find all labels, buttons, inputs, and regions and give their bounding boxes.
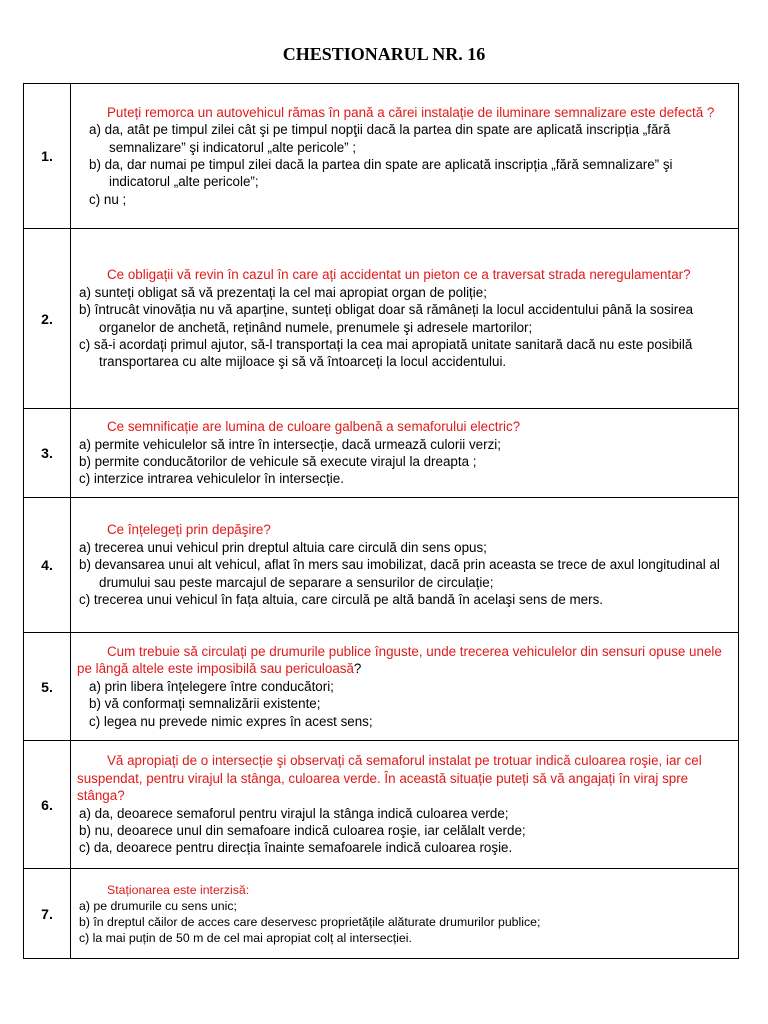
answer-option: b) nu, deoarece unul din semafoare indică culoarea roşie, iar celălalt verde; [79,822,526,838]
answer-option: c) legea nu prevede nimic expres în acest sens; [89,713,373,729]
answer-option: c) nu ; [89,191,127,207]
question-number: 7. [24,869,71,959]
question-number: 2. [24,229,71,409]
question-body [71,229,739,409]
question-body [71,633,739,741]
question-row [24,229,739,409]
question-text: Ce semnificație are lumina de culoare galbenă a semaforului electric? [107,419,521,435]
answer-option: c) să-i acordați primul ajutor, să-l transportați la cea mai apropiată unitate sanitară dacă nu este posibilă transportarea cu alte mijloace şi să vă întoarceți la locul accidentului. [79,336,693,370]
question-text-main: Cum trebuie să circulați pe drumurile publice înguste, unde trecerea vehiculelor din sensuri opuse unele pe lângă altele este imposibilă sau periculoasă [77,643,722,677]
answer-option: b) vă conformați semnalizării existente; [89,696,321,712]
answer-option: c) da, deoarece pentru direcția înainte semafoarele indică culoarea roşie. [79,840,513,856]
question-text: Vă apropiați de o intersecție şi observați că semaforul instalat pe trotuar indică culoarea roşie, iar cel suspendat, pentru virajul la stânga, culoarea verde. În această situație puteți să vă angajați în viraj spre stânga? [77,753,702,804]
question-mark: ? [353,661,362,677]
question-row [24,633,739,741]
answer-option: c) interzice intrarea vehiculelor în intersecție. [79,471,344,487]
page-title: CHESTIONARUL NR. 16 [282,44,486,64]
question-text [77,643,732,678]
question-row [24,869,739,959]
answer-option: c) trecerea unui vehicul în fața altuia, care circulă pe altă bandă în acelaşi sens de mers. [79,592,604,608]
question-number: 4. [24,498,71,633]
answer-option: a) sunteți obligat să vă prezentați la cel mai apropiat organ de poliție; [79,284,487,300]
answer-option: c) la mai puțin de 50 m de cel mai apropiat colț al intersecției. [79,930,412,945]
answer-option: a) da, deoarece semaforul pentru virajul la stânga indică culoarea verde; [79,805,509,821]
answer-option: a) permite vehiculelor să intre în intersecție, dacă urmează culorii verzi; [79,436,501,452]
answer-option: b) devansarea unui alt vehicul, aflat în mers sau imobilizat, dacă prin aceasta se trece de axul longitudinal al drumului sau peste marcajul de separare a sensurilor de circulație; [79,557,720,590]
question-text: Puteți remorca un autovehicul rămas în pană a cărei instalație de iluminare semnalizare este defectă ? [107,104,715,120]
answer-option: a) prin libera înțelegere între conducători; [89,678,334,694]
answer-option: b) întrucât vinovăția nu vă aparține, sunteți obligat doar să rămâneți la locul accidentului până la sosirea organelor de anchetă, reținând numele, prenumele şi adresele martorilor; [79,302,694,335]
answer-option: a) da, atât pe timpul zilei cât şi pe timpul nopţii dacă la partea din spate are aplicată inscripția „fără semnalizare” şi indicatorul „alte pericole” ; [89,122,671,155]
question-body [71,498,739,633]
question-body [71,409,739,498]
question-body [71,84,739,229]
question-number: 6. [24,741,71,869]
question-row [24,84,739,229]
answer-option: a) trecerea unui vehicul prin dreptul altuia care circulă din sens opus; [79,539,487,555]
answer-option: a) pe drumurile cu sens unic; [79,898,237,913]
question-number: 1. [24,84,71,229]
question-number: 5. [24,633,71,741]
answer-option: b) da, dar numai pe timpul zilei dacă la partea din spate are aplicată inscripția „fără semnalizare” şi indicatorul „alte pericole”; [89,157,673,190]
question-text: Ce obligații vă revin în cazul în care ați accidentat un pieton ce a traversat strada neregulamentar? [107,267,691,283]
questionnaire-table [23,83,739,959]
question-row [24,741,739,869]
answer-option: b) în dreptul căilor de acces care deservesc proprietățile alăturate drumurilor publice; [79,914,541,929]
question-text: Ce înțelegeți prin depăşire? [107,522,271,538]
answer-option: b) permite conducătorilor de vehicule să execute virajul la dreapta ; [79,454,477,469]
question-body [71,869,739,959]
question-row [24,409,739,498]
question-text: Staționarea este interzisă: [107,882,250,897]
question-row [24,498,739,633]
question-body [71,741,739,869]
question-number: 3. [24,409,71,498]
